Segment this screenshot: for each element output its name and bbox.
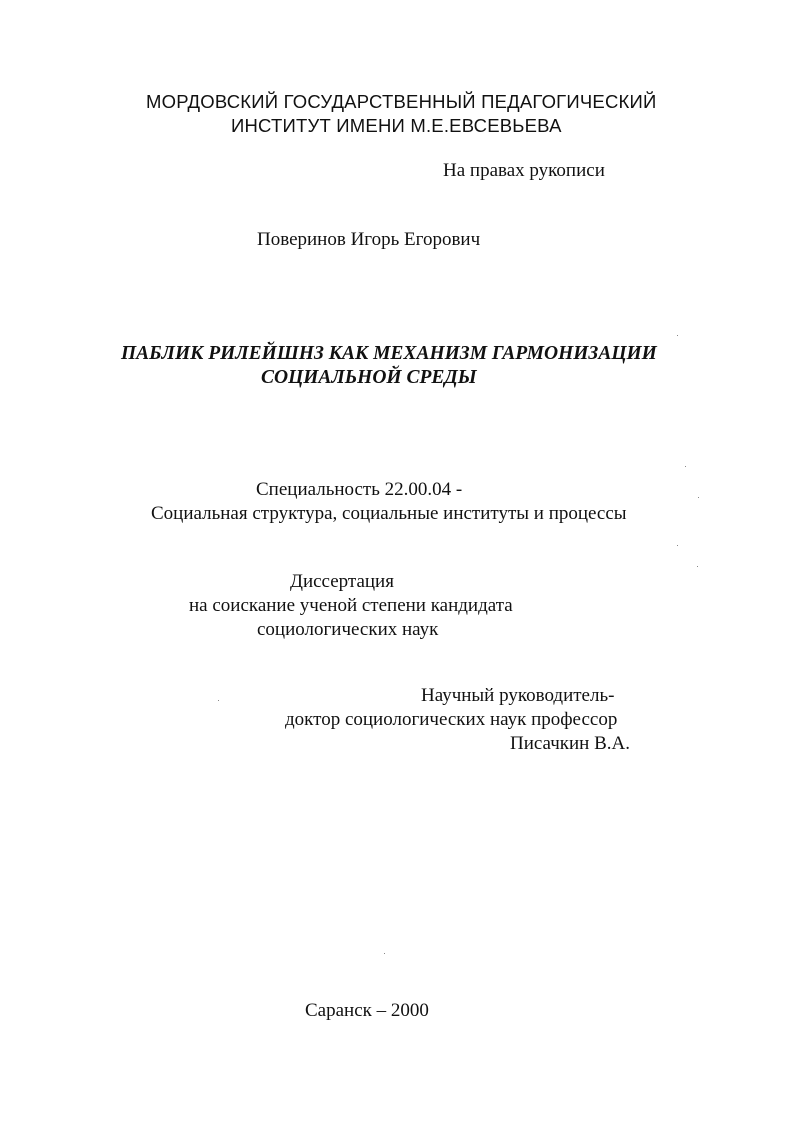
degree-line: на соискание ученой степени кандидата bbox=[189, 595, 513, 616]
specialty-code: Специальность 22.00.04 - bbox=[256, 479, 463, 500]
scan-speck bbox=[685, 466, 686, 467]
supervisor-label: Научный руководитель- bbox=[421, 685, 615, 706]
place-year: Саранск – 2000 bbox=[305, 1000, 429, 1021]
scan-speck bbox=[677, 545, 678, 546]
supervisor-degree: доктор социологических наук профессор bbox=[285, 709, 618, 730]
science-field: социологических наук bbox=[257, 619, 439, 640]
dissertation-title-line-2: СОЦИАЛЬНОЙ СРЕДЫ bbox=[261, 367, 477, 388]
scan-speck bbox=[677, 335, 678, 336]
manuscript-note: На правах рукописи bbox=[443, 160, 605, 181]
scan-speck bbox=[697, 566, 698, 567]
author-name: Поверинов Игорь Егорович bbox=[257, 229, 481, 250]
institution-line-1: МОРДОВСКИЙ ГОСУДАРСТВЕННЫЙ ПЕДАГОГИЧЕСКИЙ bbox=[146, 91, 657, 112]
scan-speck bbox=[384, 953, 385, 954]
dissertation-label: Диссертация bbox=[290, 571, 394, 592]
dissertation-title-line-1: ПАБЛИК РИЛЕЙШНЗ КАК МЕХАНИЗМ ГАРМОНИЗАЦИИ bbox=[121, 343, 657, 364]
specialty-name: Социальная структура, социальные институты и процессы bbox=[151, 503, 627, 524]
scan-speck bbox=[698, 497, 699, 498]
institution-line-2: ИНСТИТУТ ИМЕНИ М.Е.ЕВСЕВЬЕВА bbox=[231, 115, 562, 136]
scan-speck bbox=[218, 700, 219, 701]
supervisor-name: Писачкин В.А. bbox=[510, 733, 630, 754]
